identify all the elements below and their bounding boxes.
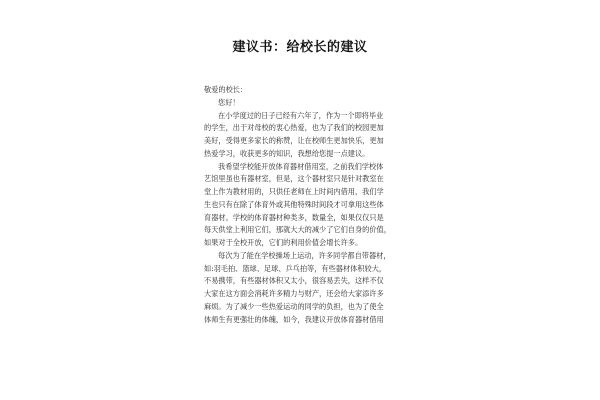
- salutation: 敬爱的校长：: [204, 85, 248, 94]
- greeting: 您好！: [218, 97, 240, 107]
- paragraph-line: 生也只有在除了体育外或其他特殊时间段才可拿用这些体: [204, 199, 384, 209]
- paragraph-line: 堂上作为教材用的，只供任老师在上时间内借用，我们学: [204, 187, 384, 196]
- document-title: 建议书：给校长的建议: [232, 40, 368, 55]
- paragraph-line: 体师生有更强壮的体魄，如今，我建议开放体育器材借用: [204, 314, 384, 324]
- paragraph-line: 如果对于全校开放，它们的利用价值会增长许多。: [204, 238, 363, 247]
- document-body: [204, 84, 404, 326]
- paragraph-line: 每次为了能在学校操场上运动，许多同学都自带器材，: [218, 250, 391, 260]
- paragraph-line: 在小学度过的日子已经有六年了，作为一个即将毕业: [218, 110, 384, 120]
- paragraph-line: 我希望学校能开放体育器材借用室，之前我们学校体: [218, 161, 384, 171]
- paragraph-line: 艺馆里虽也有器材室，但是，这个器材室只是针对教室在: [204, 174, 384, 184]
- paragraph-line: 热爱学习，收获更多的知识，我想给您提一点建议。: [204, 148, 370, 158]
- paragraph-line: 美好，受得更多家长的称赞，让在校师生更加快乐，更加: [204, 136, 384, 145]
- paragraph-line: 育器材。学校的体育器材种类多，数量全，如果仅仅只是: [204, 212, 384, 222]
- paragraph-line: 的学生，出于对母校的衷心热爱，也为了我们的校园更加: [204, 123, 384, 133]
- paragraph-line: 大家在这方面会消耗许多精力与财产，还会给大家添许多: [204, 289, 384, 298]
- paragraph-line: 如:羽毛拍、篮球、足球、乒乓拍等，有些器材体积较大，: [204, 263, 387, 273]
- paragraph-line: 每天供堂上利用它们，那就大大的减少了它们自身的价值，: [204, 225, 391, 235]
- paragraph-line: 不易携带，有些器材体积又太小，很容易丢失，这样不仅: [204, 276, 384, 286]
- paragraph-line: 麻烦。为了减少一些热爱运动的同学的负担，也为了使全: [204, 301, 384, 311]
